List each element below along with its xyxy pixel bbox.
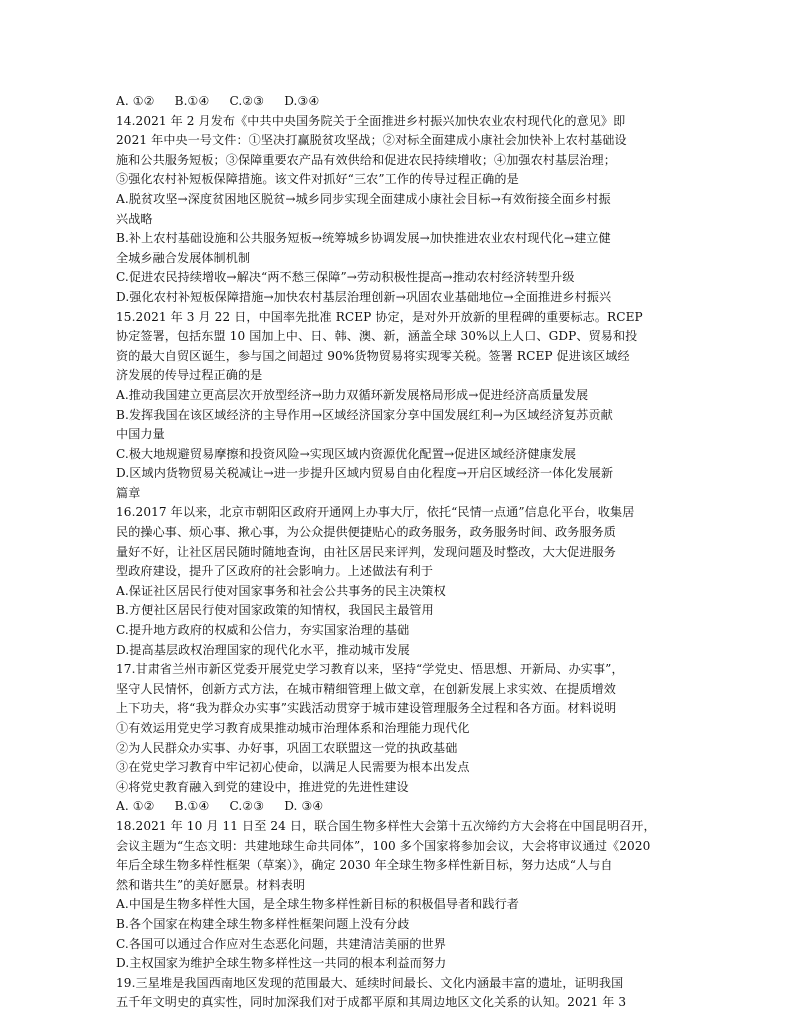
text-line: C.促进农民持续增收→解决“两不愁三保障”→劳动积极性提高→推动农村经济转型升级 (116, 270, 575, 285)
text-line: ②为人民群众办实事、办好事，巩固工农联盟这一党的执政基础 (116, 740, 458, 755)
text-line: 兴战略 (116, 211, 153, 226)
text-line: B.发挥我国在该区域经济的主导作用→区域经济国家分享中国发展红利→为区域经济复苏贡献 (116, 407, 613, 422)
text-line: ③在党史学习教育中牢记初心使命，以满足人民需要为根本出发点 (116, 760, 470, 775)
text-line: 全城乡融合发展体制机制 (116, 250, 251, 265)
text-line: 14.2021 年 2 月发布《中共中央国务院关于全面推进乡村振兴加快农业农村现代化的意见》即 (116, 113, 626, 128)
answer-option: C.②③ (229, 799, 265, 814)
answer-option: B.①④ (174, 799, 210, 814)
text-line: 坚守人民情怀，创新方式方法，在城市精细管理上做文章，在创新发展上求实效、在提质增效 (116, 681, 616, 696)
text-line: A.脱贫攻坚→深度贫困地区脱贫→城乡同步实现全面建成小康社会目标→有效衔接全面乡村振 (116, 191, 611, 206)
text-line: 量好不好，让社区居民随时随地查询，由社区居民来评判，发现问题及时整改，大大促进服务 (116, 544, 616, 559)
text-line: C.极大地规避贸易摩擦和投资风险→实现区域内资源优化配置→促进区域经济健康发展 (116, 446, 577, 461)
text-line: 15.2021 年 3 月 22 日，中国率先批准 RCEP 协定，是对外开放新的里程碑的重要标志。RCEP (116, 309, 643, 324)
text-line: B.方便社区居民行使对国家政策的知情权，我国民主最管用 (116, 603, 434, 618)
answer-options-row (116, 92, 684, 112)
text-line: D.提高基层政权治理国家的现代化水平，推动城市发展 (116, 642, 410, 657)
text-line: 年后全球生物多样性框架（草案）》，确定 2030 年全球生物多样性新目标，努力达成“人与自 (116, 858, 613, 873)
text-line: 型政府建设，提升了区政府的社会影响力。上述做法有利于 (116, 564, 434, 579)
text-line: 篇章 (116, 485, 141, 500)
text-line: 19.三星堆是我国西南地区发现的范围最大、延续时间最长、文化内涵最丰富的遗址，证明我国 (116, 975, 624, 990)
answer-option: A. ①② (116, 94, 155, 108)
text-line: 五千年文明史的真实性，同时加深我们对于成都平原和其周边地区文化关系的认知。2021 年 3 (116, 995, 627, 1010)
text-line: 2021 年中央一号文件：①坚决打赢脱贫攻坚战；②对标全面建成小康社会加快补上农村基础设 (116, 133, 627, 148)
text-line: D.主权国家为维护全球生物多样性这一共同的根本利益而努力 (116, 956, 447, 971)
text-line: 然和谐共生”的美好愿景。材料表明 (116, 877, 306, 892)
answer-option: A. ①② (116, 799, 155, 814)
answer-option: B.①④ (174, 94, 210, 108)
answer-options-row (116, 797, 684, 817)
text-line: 17.甘肃省兰州市新区党委开展党史学习教育以来，坚持“学党史、悟思想、开新局、办实事”， (116, 662, 624, 677)
text-line: C.提升地方政府的权威和公信力，夯实国家治理的基础 (116, 623, 410, 638)
answer-option: C.②③ (229, 94, 265, 108)
text-line: C.各国可以通过合作应对生态恶化问题，共建清洁美丽的世界 (116, 936, 446, 951)
text-line: ①有效运用党史学习教育成果推动城市治理体系和治理能力现代化 (116, 721, 470, 735)
text-line: 济发展的传导过程正确的是 (116, 368, 263, 383)
text-line: A.中国是生物多样性大国，是全球生物多样性新目标的积极倡导者和践行者 (116, 897, 519, 912)
answer-option: D. ③④ (284, 799, 324, 814)
text-line: 民的操心事、烦心事、揪心事，为公众提供便捷贴心的政务服务，政务服务时间、政务服务质 (116, 525, 616, 540)
text-line: D.区域内货物贸易关税减让→进一步提升区域内贸易自由化程度→开启区域经济一体化发展新 (116, 466, 614, 481)
text-line: 施和公共服务短板；③保障重要农产品有效供给和促进农民持续增收；④加强农村基层治理； (116, 152, 616, 167)
text-line: 资的最大自贸区诞生，参与国之间超过 90%货物贸易将实现零关税。签署 RCEP 促进该区域经 (116, 348, 630, 363)
text-line: 18.2021 年 10 月 11 日至 24 日，联合国生物多样性大会第十五次缔约方大会将在中国昆明召开， (116, 818, 656, 833)
text-line: A.保证社区居民行使对国家事务和社会公共事务的民主决策权 (116, 583, 446, 598)
document-page (116, 92, 684, 1013)
text-line: 中国力量 (116, 427, 165, 442)
text-line: B.补上农村基础设施和公共服务短板→统筹城乡协调发展→加快推进农业农村现代化→建立健 (116, 231, 611, 246)
text-line: A.推动我国建立更高层次开放型经济→助力双循环新发展格局形成→促进经济高质量发展 (116, 387, 589, 402)
text-line: D.强化农村补短板保障措施→加快农村基层治理创新→巩固农业基础地位→全面推进乡村振兴 (116, 289, 612, 304)
text-line: 上下功夫，将“我为群众办实事”实践活动贯穿于城市建设管理服务全过程和各方面。材料说明 (116, 701, 617, 716)
text-line: B.各个国家在构建全球生物多样性框架问题上没有分歧 (116, 916, 410, 931)
answer-option: D.③④ (284, 94, 320, 108)
text-line: 16.2017 年以来，北京市朝阳区政府开通网上办事大厅，依托“民情一点通”信息化平台，收集居 (116, 505, 635, 520)
text-line: 会议主题为“生态文明：共建地球生命共同体”，100 多个国家将参加会议，大会将审议通过《2020 (116, 838, 651, 853)
text-line: ⑤强化农村补短板保障措施。该文件对抓好“三农”工作的传导过程正确的是 (116, 172, 519, 187)
text-line: ④将党史教育融入到党的建设中，推进党的先进性建设 (116, 779, 409, 794)
text-line: 协定签署，包括东盟 10 国加上中、日、韩、澳、新，涵盖全球 30%以上人口、GDP、贸易和投 (116, 329, 638, 344)
